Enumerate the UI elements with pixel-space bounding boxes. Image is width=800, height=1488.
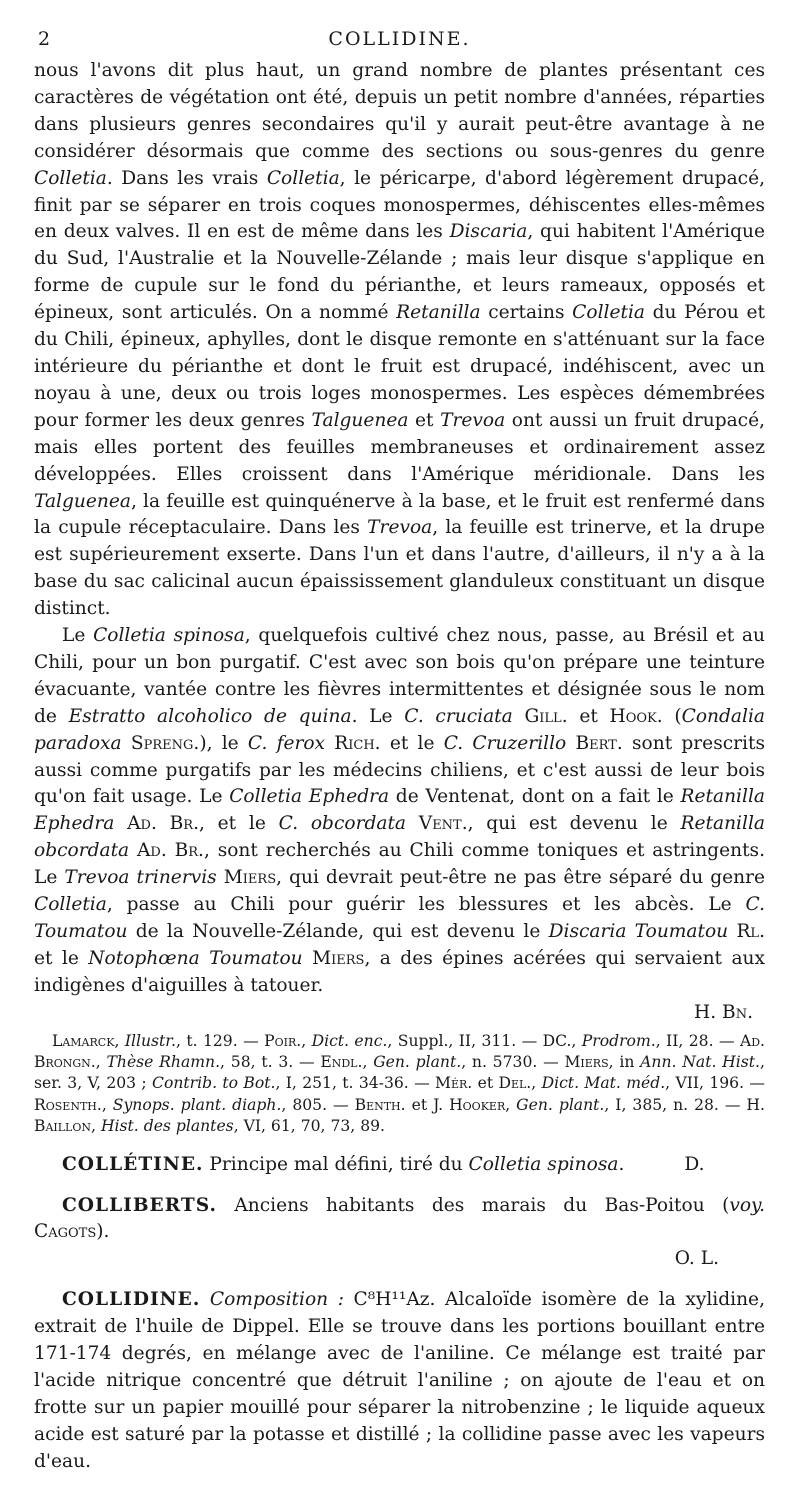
chemical-formula: C⁸H¹¹Az.	[353, 1289, 436, 1311]
running-header	[34, 28, 765, 58]
headword-colletine: COLLÉTINE.	[62, 1153, 204, 1175]
entry-collidine: COLLIDINE. Composition : C⁸H¹¹Az. Alcaloïde isomère de la xylidine, extrait de l'huile de Dippel. Elle se trouve dans les portions bouillant entre 171-174 degrés, en mélange avec de l'aniline. Ce mélange est traité par l'acide nitrique concentré que détruit l'aniline ; on ajoute de l'eau et on frotte sur un papier mouillé pour séparer la nitrobenzine ; le liquide aqueux acide est saturé par la potasse et distillé ; la collidine passe avec les vapeurs d'eau.	[34, 1289, 765, 1472]
signature-colliberts: O. L.	[674, 1248, 719, 1270]
page-number: 2	[38, 28, 51, 50]
entry-colliberts: COLLIBERTS. Anciens habitants des marais du Bas-Poitou (voy. Cagots).	[34, 1194, 765, 1243]
article-body	[34, 58, 765, 1476]
running-title: COLLIDINE.	[328, 28, 471, 50]
page	[34, 28, 765, 1476]
author-signature: H. Bn.	[694, 1001, 753, 1023]
paragraph-continuation: nous l'avons dit plus haut, un grand nombre de plantes présentant ces caractères de végétation ont été, depuis un petit nombre d'années, réparties dans plusieurs genres secondaires qu'il y aurait peut-être avantage à ne considérer désormais que comme des sections ou sous-genres du genre Colletia. Dans les vrais Colletia, le péricarpe, d'abord légèrement drupacé, finit par se séparer en trois coques monospermes, déhiscentes elles-mêmes en deux valves. Il en est de même dans les Discaria, qui habitent l'Amérique du Sud, l'Australie et la Nouvelle-Zélande ; mais leur disque s'applique en forme de cupule sur le fond du périanthe, et leurs rameaux, opposés et épineux, sont articulés. On a nommé Retanilla certains Colletia du Pérou et du Chili, épineux, aphylles, dont le disque remonte en s'atténuant sur la face intérieure du périanthe et dont le fruit est drupacé, indéhiscent, avec un noyau à une, deux ou trois loges monospermes. Les espèces démembrées pour former les deux genres Talguenea et Trevoa ont aussi un fruit drupacé, mais elles portent des feuilles membraneuses et ordinairement assez développées. Elles croissent dans l'Amérique méridionale. Dans les Talguenea, la feuille est quinquénerve à la base, et le fruit est renfermé dans la cupule réceptaculaire. Dans les Trevoa, la feuille est trinerve, et la drupe est supérieurement exserte. Dans l'un et dans l'autre, d'ailleurs, il n'y a à la base du sac calicinal aucun épaississement glanduleux constituant un disque distinct.	[34, 60, 766, 620]
headword-colliberts: COLLIBERTS.	[62, 1194, 217, 1216]
bibliography: Lamarck, Illustr., t. 129. — Poir., Dict. enc., Suppl., II, 311. — DC., Prodrom., II, 28. — Ad. Brongn., Thèse Rhamn., 58, t. 3. — Endl., Gen. plant., n. 5730. — Miers, in Ann. Nat. Hist., ser. 3, V, 203 ; Contrib. to Bot., I, 251, t. 34-36. — Mér. et Del., Dict. Mat. méd., VII, 196. — Rosenth., Synops. plant. diaph., 805. — Benth. et J. Hooker, Gen. plant., I, 385, n. 28. — H. Baillon, Hist. des plantes, VI, 61, 70, 73, 89.	[34, 1031, 765, 1136]
headword-collidine: COLLIDINE.	[62, 1289, 201, 1311]
paragraph-uses: Le Colletia spinosa, quelquefois cultivé chez nous, passe, au Brésil et au Chili, pour un bon purgatif. C'est avec son bois qu'on prépare une teinture évacuante, vantée contre les fièvres intermittentes et désignée sous le nom de Estratto alcoholico de quina. Le C. cruciata Gill. et Hook. (Condalia paradoxa Spreng.), le C. ferox Rich. et le C. Cruzerillo Bert. sont prescrits aussi comme purgatifs par les médecins chiliens, et c'est aussi de leur bois qu'on fait usage. Le Colletia Ephedra de Ventenat, dont on a fait le Retanilla Ephedra Ad. Br., et le C. obcordata Vent., qui est devenu le Retanilla obcordata Ad. Br., sont recherchés au Chili comme toniques et astringents. Le Trevoa trinervis Miers, qui devrait peut-être ne pas être séparé du genre Colletia, passe au Chili pour guérir les blessures et les abcès. Le C. Toumatou de la Nouvelle-Zélande, qui est devenu le Discaria Toumatou Rl. et le Notophœna Toumatou Miers, a des épines acérées qui servaient aux indigènes d'aiguilles à tatouer.	[34, 625, 765, 996]
signature-colletine: D.	[684, 1153, 705, 1175]
entry-colletine: COLLÉTINE. Principe mal défini, tiré du Colletia spinosa. D.	[62, 1153, 705, 1175]
